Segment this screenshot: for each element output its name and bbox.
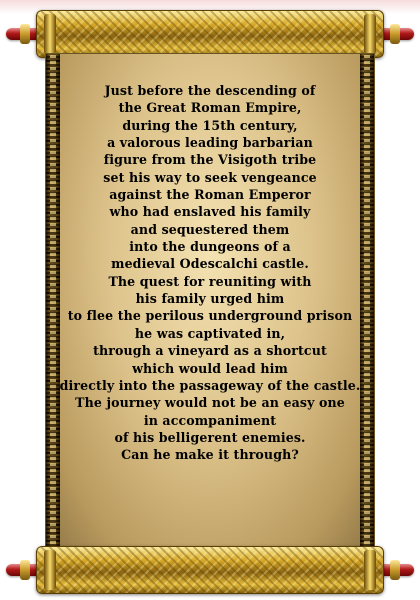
story-line: the Great Roman Empire, [118,100,302,116]
story-line: Can he make it through? [121,447,299,463]
top-rod-ornament [36,10,384,58]
story-line: a valorous leading barbarian [107,135,313,151]
bottom-rod-ornament [36,546,384,594]
story-line: Just before the descending of [104,83,316,98]
story-line: which would lead him [132,360,288,376]
story-line: through a vineyard as a shortcut [93,343,327,359]
top-scroll-rod [6,10,414,58]
story-line: The journey would not be an easy one [75,395,345,411]
story-line: The quest for reuniting with [108,273,312,289]
story-text [0,82,420,464]
story-line: figure from the Visigoth tribe [103,152,317,168]
story-line: directly into the passageway of the castle. [59,377,361,393]
story-line: set his way to seek vengeance [103,169,317,185]
story-line: he was captivated in, [134,325,286,341]
top-rod-right-cap [390,24,400,44]
story-line: against the Roman Emperor [109,187,311,203]
story-line: of his belligerent enemies. [114,429,306,445]
story-line: during the 15th century, [122,117,298,133]
story-line: in accompaniment [143,412,277,428]
top-rod-left-cap [20,24,30,44]
story-line: and sequestered them [130,221,290,237]
bottom-rod-right-cap [390,560,400,580]
story-line: to flee the perilous underground prison [67,308,353,324]
story-line: who had enslaved his family [109,204,311,220]
story-line: his family urged him [135,291,285,307]
bottom-scroll-rod [6,546,414,594]
bottom-rod-left-cap [20,560,30,580]
story-line: into the dungeons of a [129,239,291,255]
story-line: medieval Odescalchi castle. [111,256,309,272]
